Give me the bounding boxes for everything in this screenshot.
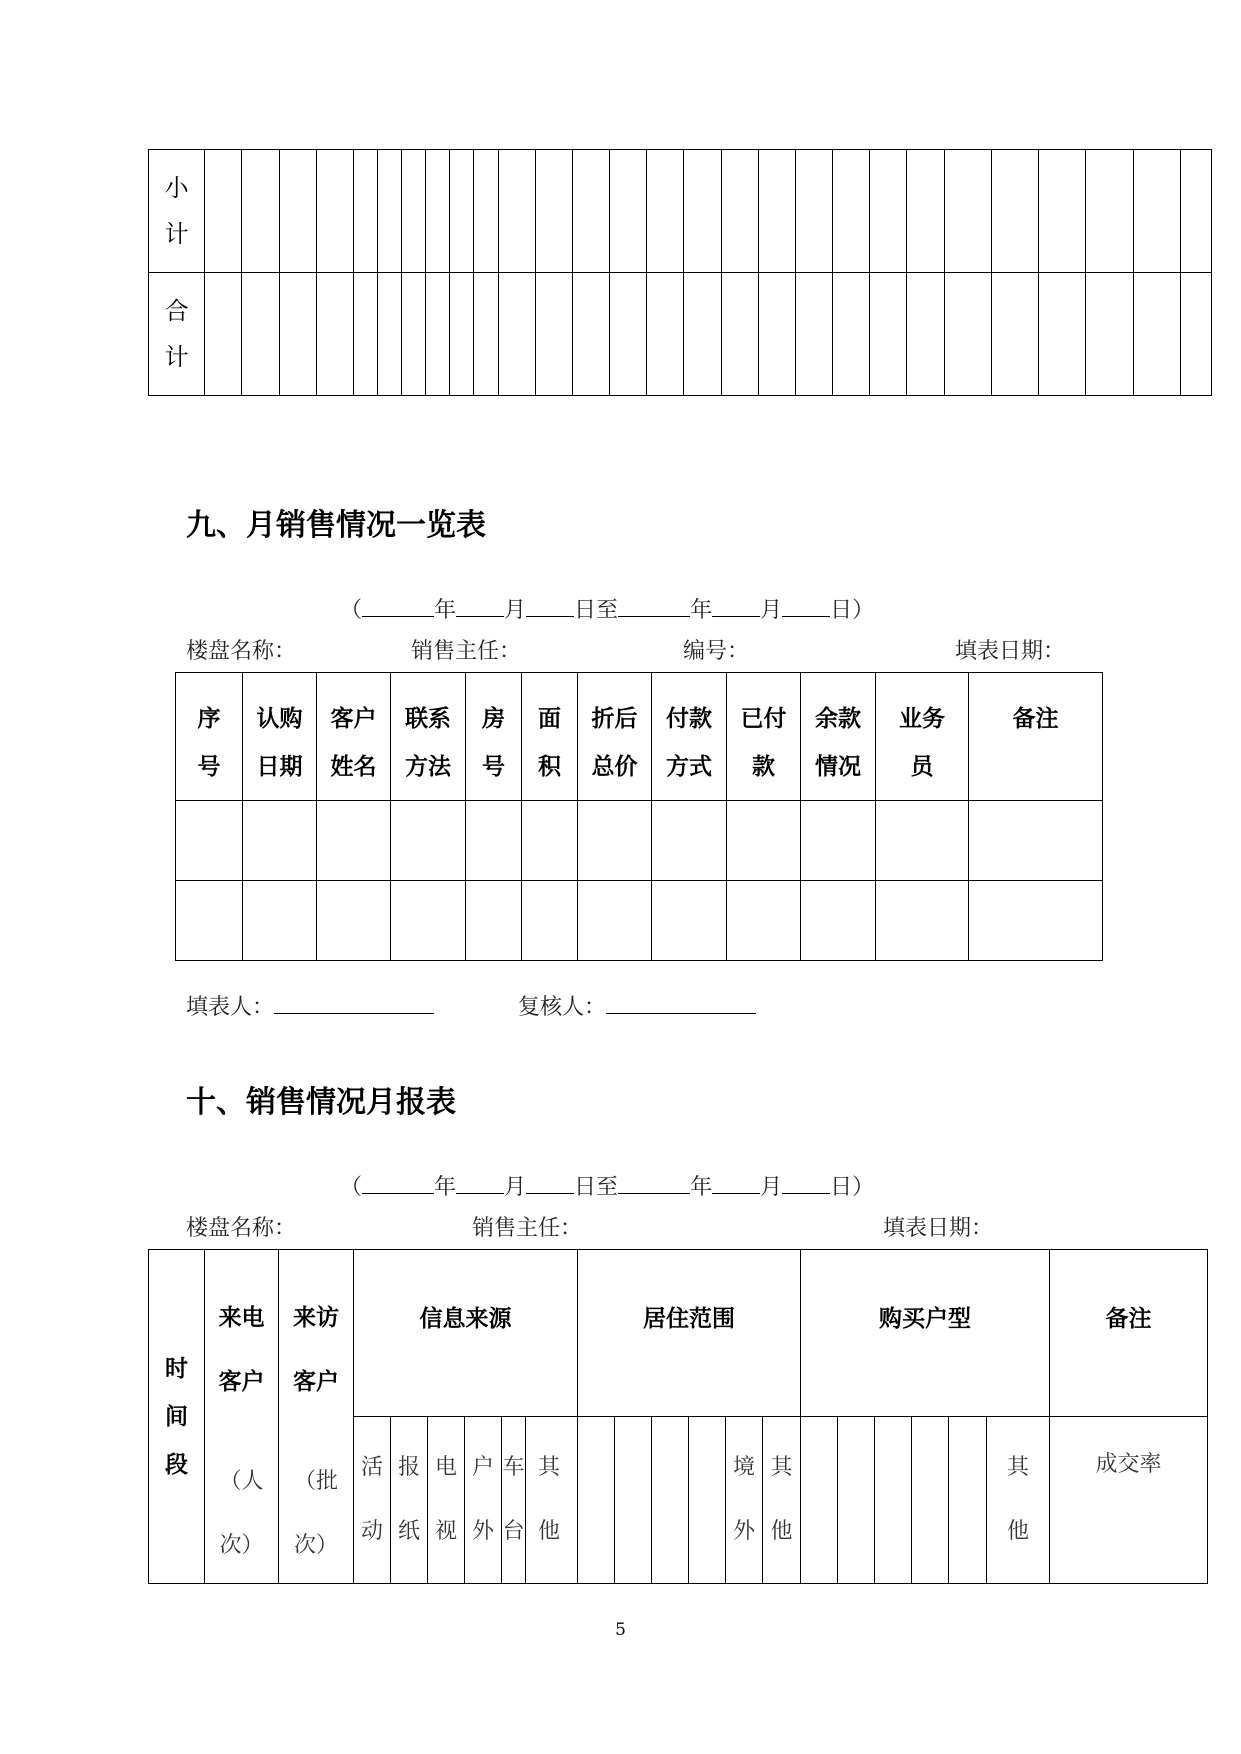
subtotal-label: 小 计 <box>149 150 205 273</box>
header-unit-type: 购买户型 <box>801 1250 1050 1417</box>
sub-newspaper: 报 纸 <box>391 1417 428 1584</box>
section9-title: 九、月销售情况一览表 <box>186 508 486 543</box>
header-contact: 联系 方法 <box>391 673 466 801</box>
header-incoming-calls: 来电 客户 （人 次） <box>205 1250 279 1584</box>
header-room-no: 房 号 <box>466 673 522 801</box>
section9-director-label: 销售主任： <box>411 639 522 664</box>
header-salesperson: 业务 员 <box>876 673 969 801</box>
section9-footer <box>186 990 756 1021</box>
page-number: 5 <box>615 1620 626 1640</box>
header-remarks: 备注 <box>1050 1250 1208 1417</box>
sub-outdoor: 户 外 <box>465 1417 502 1584</box>
header-time-period: 时间段 <box>149 1250 205 1584</box>
monthly-report-table <box>148 1249 1208 1584</box>
summary-table <box>148 149 1212 396</box>
subtotal-row <box>149 150 1212 273</box>
header-remarks: 备注 <box>969 673 1103 801</box>
reviewer-label: 复核人： <box>518 995 607 1020</box>
total-row <box>149 273 1212 396</box>
section9-project-label: 楼盘名称： <box>186 639 297 664</box>
section9-number-label: 编号： <box>683 639 750 664</box>
monthly-sales-header-row <box>176 673 1103 801</box>
filler-label: 填表人： <box>186 995 275 1020</box>
section9-date-label: 填表日期： <box>955 639 1066 664</box>
header-subscribe-date: 认购 日期 <box>243 673 317 801</box>
sub-tv: 电 视 <box>428 1417 465 1584</box>
sub-overseas: 境 外 <box>726 1417 763 1584</box>
header-payment-method: 付款 方式 <box>652 673 727 801</box>
header-balance: 余款 情况 <box>801 673 876 801</box>
total-label: 合 计 <box>149 273 205 396</box>
header-customer-name: 客户 姓名 <box>317 673 391 801</box>
sub-activity: 活 动 <box>354 1417 391 1584</box>
section10-project-label: 楼盘名称： <box>186 1216 297 1241</box>
table-row <box>176 801 1103 881</box>
header-serial: 序 号 <box>176 673 243 801</box>
section10-period: （ 年 月 日至 年 月 日） <box>340 1175 875 1200</box>
sub-conversion-rate: 成交率 <box>1050 1417 1208 1584</box>
section10-director-label: 销售主任： <box>472 1216 583 1241</box>
report-header-row <box>149 1250 1208 1417</box>
sub-area-other: 其 他 <box>763 1417 801 1584</box>
section10-title: 十、销售情况月报表 <box>186 1085 456 1120</box>
header-area: 面 积 <box>522 673 578 801</box>
header-discount-total: 折后 总价 <box>578 673 652 801</box>
sub-info-other: 其 他 <box>526 1417 578 1584</box>
header-residence-area: 居住范围 <box>578 1250 801 1417</box>
monthly-sales-table <box>175 672 1103 961</box>
table-row <box>176 881 1103 961</box>
header-paid: 已付 款 <box>727 673 801 801</box>
sub-vehicle: 车 台 <box>502 1417 526 1584</box>
header-visitors: 来访 客户 （批 次） <box>279 1250 354 1584</box>
section9-period: （ 年 月 日至 年 月 日） <box>340 598 875 623</box>
sub-type-other: 其 他 <box>987 1417 1050 1584</box>
header-info-source: 信息来源 <box>354 1250 578 1417</box>
section10-date-label: 填表日期： <box>883 1216 994 1241</box>
